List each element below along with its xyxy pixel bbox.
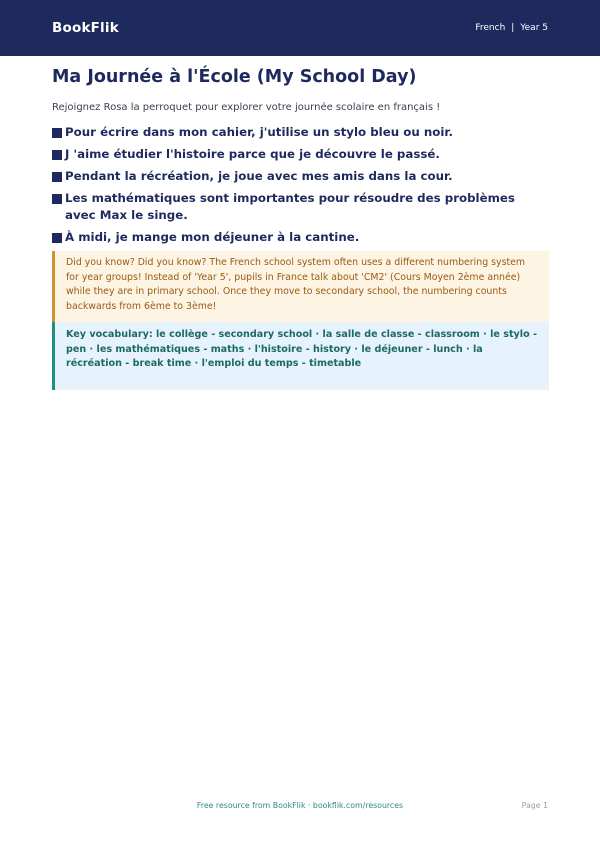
footer-credit-link[interactable]: Free resource from BookFlik · bookflik.com/resources — [196, 801, 404, 810]
year-label: Year 5 — [520, 23, 548, 33]
list-item-text: À midi, je mange mon déjeuner à la cantine. — [65, 230, 360, 244]
list-item-text: Pour écrire dans mon cahier, j'utilise un stylo bleu ou noir. — [65, 125, 453, 139]
vocabulary-callout — [52, 322, 549, 390]
sentence-list — [52, 124, 549, 246]
list-item — [52, 146, 549, 163]
brand-logo: BookFlik — [52, 20, 119, 36]
header-meta — [475, 23, 548, 33]
page-title: Ma Journée à l'École (My School Day) — [52, 67, 417, 87]
intro-text: Rejoignez Rosa la perroquet pour explorer votre journée scolaire en français ! — [52, 102, 441, 113]
list-item — [52, 168, 549, 185]
square-bullet-icon — [52, 128, 62, 138]
page-number: Page 1 — [521, 801, 548, 810]
list-item-text: J 'aime étudier l'histoire parce que je découvre le passé. — [65, 147, 440, 161]
vocabulary-text: Key vocabulary: le collège - secondary school · la salle de classe - classroom · le stylo - pen · les mathématiques - maths · l'histoire - history · le déjeuner - lunch · la récréation - break time · l'emploi du temps - timetable — [66, 329, 537, 369]
square-bullet-icon — [52, 233, 62, 243]
meta-separator: | — [511, 23, 515, 33]
top-bar — [0, 0, 600, 56]
page-footer — [0, 801, 600, 815]
square-bullet-icon — [52, 172, 62, 182]
list-item — [52, 190, 549, 224]
list-item — [52, 124, 549, 141]
did-you-know-text: Did you know? Did you know? The French school system often uses a different numbering system for year groups! Instead of 'Year 5', pupils in France talk about 'CM2' (Cours Moyen 2ème année) while they are in primary school. Once they move to secondary school, the numbering counts backwards from 6ème to 3ème! — [66, 257, 526, 312]
subject-label: French — [475, 23, 506, 33]
did-you-know-callout — [52, 251, 549, 322]
list-item-text: Pendant la récréation, je joue avec mes amis dans la cour. — [65, 169, 453, 183]
list-item — [52, 229, 549, 246]
square-bullet-icon — [52, 194, 62, 204]
worksheet-content — [52, 66, 549, 390]
list-item-text: Les mathématiques sont importantes pour résoudre des problèmes avec Max le singe. — [65, 191, 515, 222]
square-bullet-icon — [52, 150, 62, 160]
